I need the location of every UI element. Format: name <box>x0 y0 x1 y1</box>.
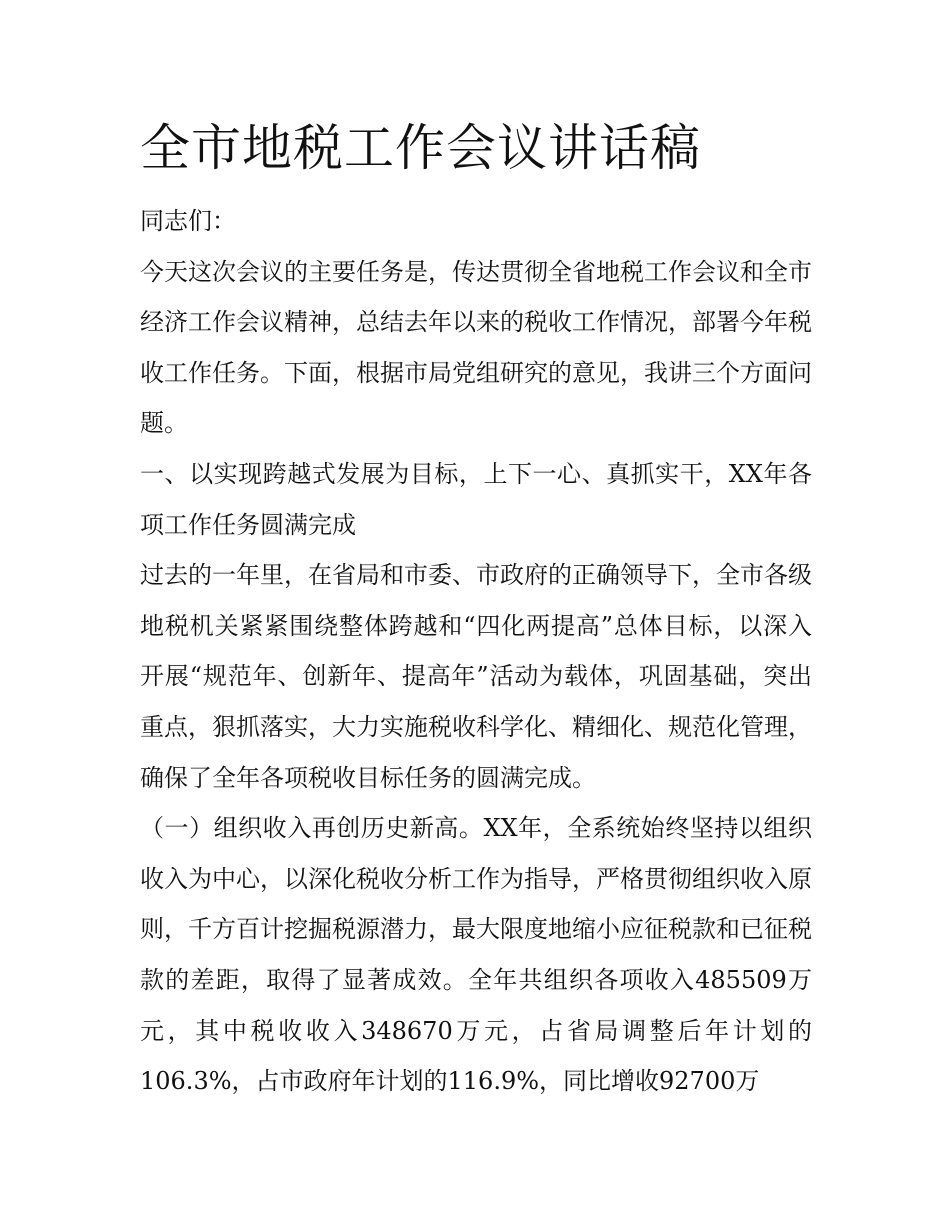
document-body <box>140 110 812 1107</box>
salutation: 同志们： <box>140 207 236 235</box>
revenue-paragraph: （一）组织收入再创历史新高。XX年，全系统始终坚持以组织收入为中心，以深化税收分析工作为指导，严格贯彻组织收入原则，千方百计挖掘税源潜力，最大限度地缩小应征税款和已征税款的差距，取得了显著成效。全年共组织各项收入485509万元，其中税收收入348670万元，占省局调整后年计划的106.3%，占市政府年计划的116.9%，同比增收92700万 <box>140 814 812 1096</box>
section-heading-1: 一、以实现跨越式发展为目标，上下一心、真抓实干，XX年各项工作任务圆满完成 <box>140 459 812 539</box>
document-title: 全市地税工作会议讲话稿 <box>140 119 701 177</box>
review-paragraph: 过去的一年里，在省局和市委、市政府的正确领导下，全市各级地税机关紧紧围绕整体跨越和“四化两提高”总体目标，以深入开展“规范年、创新年、提高年”活动为载体，巩固基础，突出重点，狠抓落实，大力实施税收科学化、精细化、规范化管理，确保了全年各项税收目标任务的圆满完成。 <box>140 561 812 792</box>
intro-paragraph: 今天这次会议的主要任务是，传达贯彻全省地税工作会议和全市经济工作会议精神，总结去年以来的税收工作情况，部署今年税收工作任务。下面，根据市局党组研究的意见，我讲三个方面问题。 <box>140 257 812 438</box>
